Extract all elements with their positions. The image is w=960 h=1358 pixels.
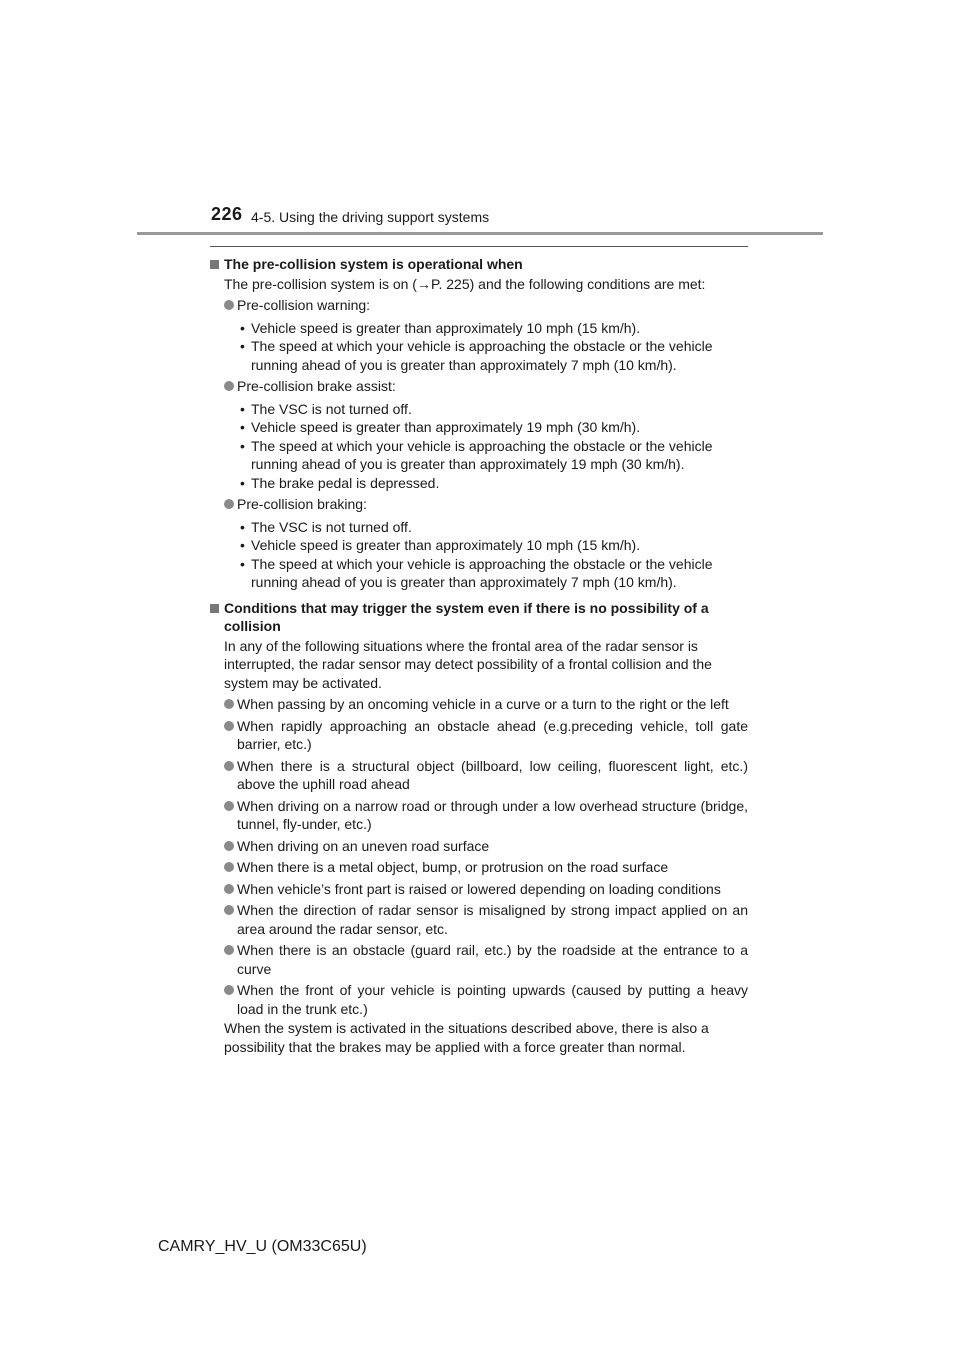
section [210, 599, 748, 1057]
sub-list [210, 400, 748, 493]
dot-bullet-icon: • [240, 338, 245, 354]
sub-item [210, 319, 748, 338]
circle-bullet-icon [224, 905, 234, 915]
circle-bullet-icon [224, 945, 234, 955]
bullet-text: When driving on a narrow road or through under a low overhead structure (bridge, tunnel, fly-under, etc.) [237, 797, 748, 832]
bullet-item [210, 695, 748, 714]
circle-bullet-icon [224, 499, 234, 509]
sub-item [210, 418, 748, 437]
bullet-item [210, 296, 748, 315]
bullet-text: When vehicle’s front part is raised or lowered depending on loading conditions [237, 880, 721, 897]
section-heading [210, 255, 748, 274]
circle-bullet-icon [224, 841, 234, 851]
bullet-item [210, 901, 748, 938]
sub-item-text: Vehicle speed is greater than approximately 10 mph (15 km/h). [251, 319, 641, 336]
circle-bullet-icon [224, 381, 234, 391]
page-number: 226 [211, 204, 243, 224]
sub-item-text: The brake pedal is depressed. [251, 474, 440, 491]
bullet-item [210, 797, 748, 834]
square-bullet-icon [210, 604, 219, 613]
bullet-item [210, 981, 748, 1018]
bullet-item [210, 757, 748, 794]
manual-code: CAMRY_HV_U (OM33C65U) [158, 1238, 367, 1255]
bullet-text: When the direction of radar sensor is misaligned by strong impact applied on an area around the radar sensor, etc. [237, 902, 748, 937]
bullet-item [210, 837, 748, 856]
bullet-item [210, 858, 748, 877]
bullet-item [210, 880, 748, 899]
bullet-text: When the front of your vehicle is pointing upwards (caused by putting a heavy load in the trunk etc.) [237, 982, 748, 1017]
sub-item-text: Vehicle speed is greater than approximately 19 mph (30 km/h). [251, 419, 641, 435]
dot-bullet-icon: • [240, 518, 245, 535]
bullet-item [210, 941, 748, 978]
section [210, 255, 748, 592]
section-outro: When the system is activated in the situations described above, there is also a possibility that the brakes may be applied with a force greater than normal. [224, 1020, 709, 1055]
dot-bullet-icon: • [240, 419, 245, 435]
section-heading-text: Conditions that may trigger the system even if there is no possibility of a collision [224, 599, 709, 634]
bullet-item [210, 495, 748, 514]
circle-bullet-icon [224, 884, 234, 894]
bullet-text: Pre-collision braking: [237, 496, 367, 512]
bullet-item [210, 377, 748, 396]
sub-item-text: Vehicle speed is greater than approximately 10 mph (15 km/h). [251, 537, 641, 553]
circle-bullet-icon [224, 761, 234, 771]
sub-item [210, 555, 748, 592]
sub-list [210, 319, 748, 375]
section-intro: The pre-collision system is on (→P. 225) and the following conditions are met: [224, 275, 706, 292]
dot-bullet-icon: • [240, 437, 245, 454]
section-heading [210, 599, 748, 636]
bullet-text: When there is a metal object, bump, or protrusion on the road surface [237, 859, 669, 875]
bullet-text: When there is a structural object (billboard, low ceiling, fluorescent light, etc.) above the uphill road ahead [237, 757, 748, 792]
bullet-item [210, 717, 748, 754]
dot-bullet-icon: • [240, 537, 245, 553]
square-bullet-icon [210, 260, 219, 269]
bullet-text: When passing by an oncoming vehicle in a curve or a turn to the right or the left [237, 696, 729, 712]
sub-item-text: The VSC is not turned off. [251, 518, 412, 535]
bullet-text: When driving on an uneven road surface [237, 837, 490, 854]
circle-bullet-icon [224, 300, 234, 310]
main-content [210, 255, 748, 1056]
sub-item [210, 400, 748, 419]
bullet-text: Pre-collision brake assist: [237, 378, 396, 394]
section-heading-text: The pre-collision system is operational when [224, 256, 523, 272]
sub-list [210, 518, 748, 592]
dot-bullet-icon: • [240, 555, 245, 572]
sub-item-text: The VSC is not turned off. [251, 400, 412, 417]
sub-item [210, 437, 748, 474]
circle-bullet-icon [224, 699, 234, 709]
sub-item [210, 337, 748, 374]
bullet-text: When rapidly approaching an obstacle ahead (e.g.preceding vehicle, toll gate barrier, etc.) [237, 717, 748, 752]
sub-item-text: The speed at which your vehicle is approaching the obstacle or the vehicle running ahead of you is greater than approximately 7 mph (10 km/h). [251, 555, 713, 590]
section-title: 4-5. Using the driving support systems [251, 209, 490, 225]
circle-bullet-icon [224, 801, 234, 811]
dot-bullet-icon: • [240, 400, 245, 417]
circle-bullet-icon [224, 985, 234, 995]
page-header [0, 200, 960, 240]
sub-item-text: The speed at which your vehicle is approaching the obstacle or the vehicle running ahead of you is greater than approximately 19 mph (30 km/h). [251, 437, 713, 472]
dot-bullet-icon: • [240, 474, 245, 491]
sub-item [210, 518, 748, 537]
header-rule [137, 232, 823, 235]
section-intro: In any of the following situations where the frontal area of the radar sensor is interrupted, the radar sensor may detect possibility of a frontal collision and the system may be activated. [224, 637, 712, 691]
sub-item [210, 474, 748, 493]
dot-bullet-icon: • [240, 319, 245, 336]
sub-item-text: The speed at which your vehicle is approaching the obstacle or the vehicle running ahead of you is greater than approximately 7 mph (10 km/h). [251, 338, 713, 373]
circle-bullet-icon [224, 862, 234, 872]
sub-item [210, 536, 748, 555]
content-divider [210, 246, 748, 247]
bullet-text: When there is an obstacle (guard rail, etc.) by the roadside at the entrance to a curve [237, 942, 748, 977]
circle-bullet-icon [224, 721, 234, 731]
bullet-text: Pre-collision warning: [237, 297, 371, 313]
